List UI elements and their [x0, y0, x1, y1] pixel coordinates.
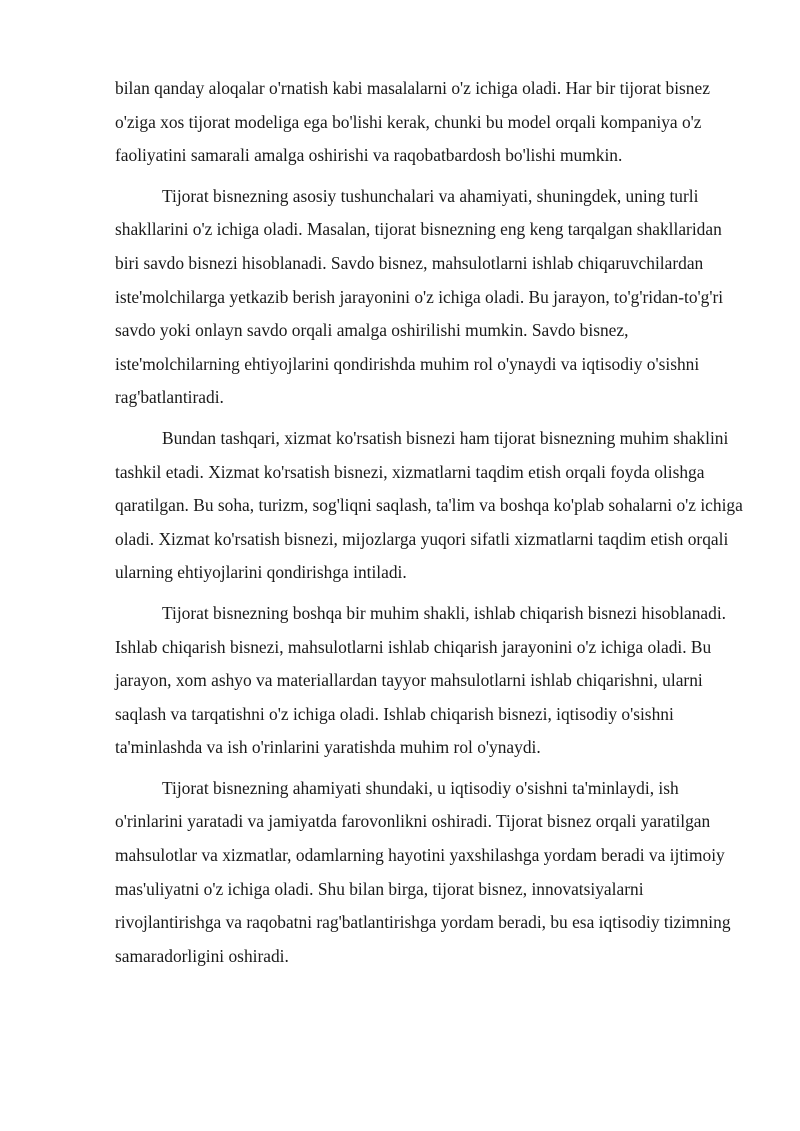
- document-body: [115, 72, 748, 973]
- paragraph-main-concepts: Tijorat bisnezning asosiy tushunchalari va ahamiyati, shuningdek, uning turli shakllarini o'z ichiga oladi. Masalan, tijorat bisnezning eng keng tarqalgan shakllaridan biri savdo bisnezi hisoblanadi. Savdo bisnez, mahsulotlarni ishlab chiqaruvchilardan iste'molchilarga yetkazib berish jarayonini o'z ichiga oladi. Bu jarayon, to'g'ridan-to'g'ri savdo yoki onlayn savdo orqali amalga oshirilishi mumkin. Savdo bisnez, iste'molchilarning ehtiyojlarini qondirishda muhim rol o'ynaydi va iqtisodiy o'sishni rag'batlantiradi.: [115, 185, 724, 408]
- paragraph-service-business: Bundan tashqari, xizmat ko'rsatish bisnezi ham tijorat bisnezning muhim shaklini tashkil etadi. Xizmat ko'rsatish bisnezi, xizmatlarni taqdim etish orqali foyda olishga qaratilgan. Bu soha, turizm, sog'liqni saqlash, ta'lim va boshqa ko'plab sohalarni o'z ichiga oladi. Xizmat ko'rsatish bisnezi, mijozlarga yuqori sifatli xizmatlarni taqdim etish orqali ularning ehtiyojlarini qondirishga intiladi.: [115, 427, 743, 583]
- paragraph-importance: Tijorat bisnezning ahamiyati shundaki, u iqtisodiy o'sishni ta'minlaydi, ish o'rinlarini yaratadi va jamiyatda farovonlikni oshiradi. Tijorat bisnez orqali yaratilgan mahsulotlar va xizmatlar, odamlarning hayotini yaxshilashga yordam beradi va ijtimoiy mas'uliyatni o'z ichiga oladi. Shu bilan birga, tijorat bisnez, innovatsiyalarni rivojlantirishga va raqobatni rag'batlantirishga yordam beradi, bu esa iqtisodiy tizimning samaradorligini oshiradi.: [115, 777, 731, 966]
- paragraph-continued: bilan qanday aloqalar o'rnatish kabi masalalarni o'z ichiga oladi. Har bir tijorat bisnez o'ziga xos tijorat modeliga ega bo'lishi kerak, chunki bu model orqali kompaniya o'z faoliyatini samarali amalga oshirishi va raqobatbardosh bo'lishi mumkin.: [115, 78, 710, 166]
- paragraph-manufacturing-business: Tijorat bisnezning boshqa bir muhim shakli, ishlab chiqarish bisnezi hisoblanadi. Ishlab chiqarish bisnezi, mahsulotlarni ishlab chiqarish jarayonini o'z ichiga oladi. Bu jarayon, xom ashyo va materiallardan tayyor mahsulotlarni ishlab chiqarishni, ularni saqlash va tarqatishni o'z ichiga oladi. Ishlab chiqarish bisnezi, iqtisodiy o'sishni ta'minlashda va ish o'rinlarini yaratishda muhim rol o'ynaydi.: [115, 602, 727, 758]
